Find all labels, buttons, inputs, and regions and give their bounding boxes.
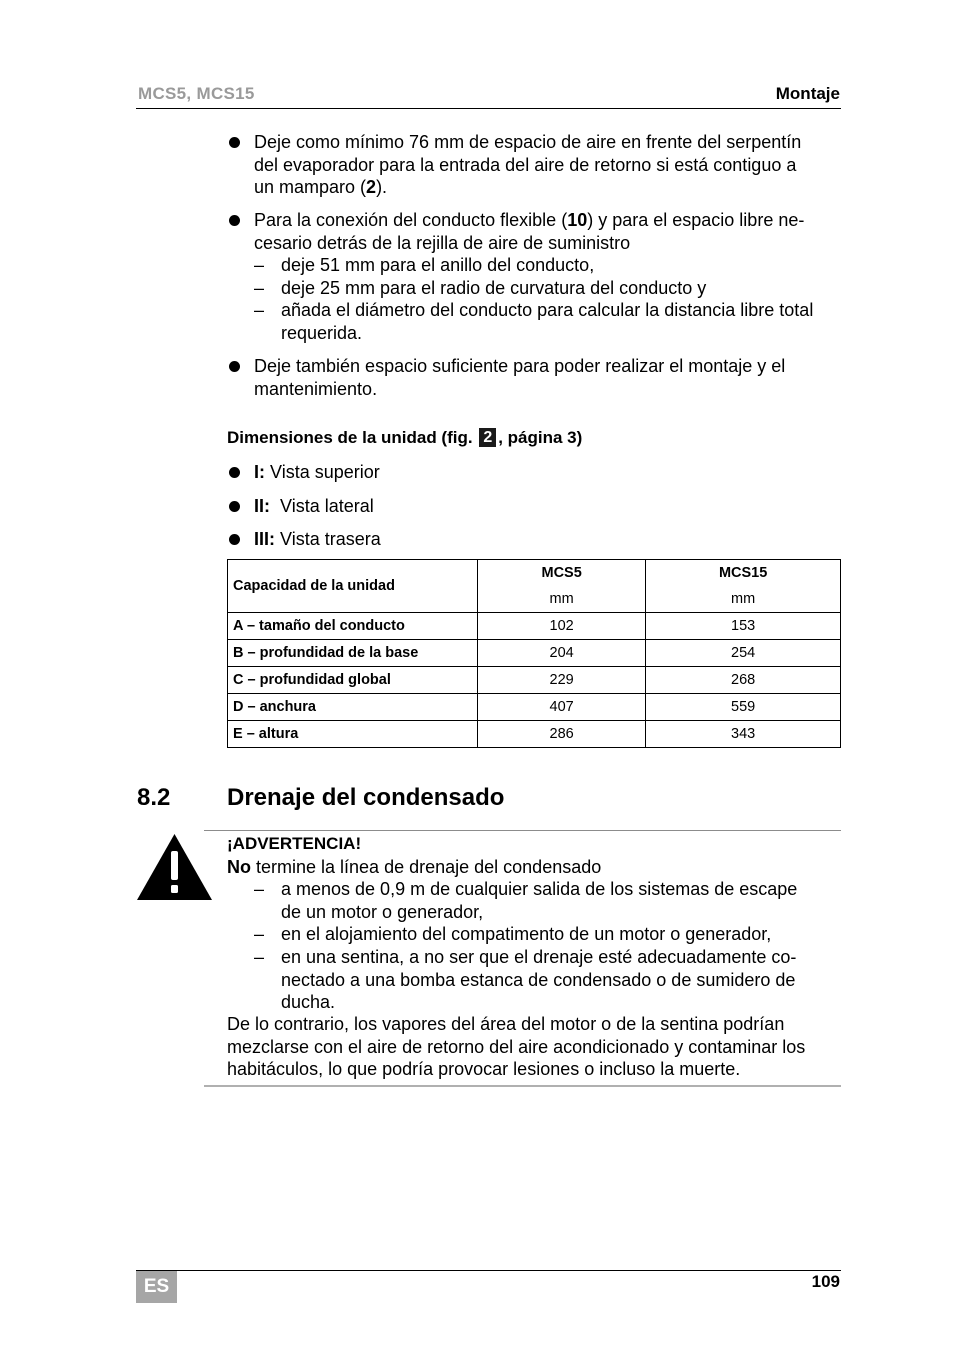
dimensions-heading-pre: Dimensiones de la unidad (fig. bbox=[227, 428, 478, 447]
dash-icon: – bbox=[254, 879, 265, 899]
dash-icon: – bbox=[254, 924, 265, 944]
table-cell-mcs15: 343 bbox=[646, 721, 841, 748]
view-item-rear bbox=[254, 528, 381, 551]
dash-icon: – bbox=[254, 255, 265, 275]
table-row-label: D – anchura bbox=[228, 694, 478, 721]
view-label: Vista superior bbox=[270, 462, 380, 482]
bullet-2-line-1-pre: Para la conexión del conducto flexible ( bbox=[254, 210, 568, 230]
bullet-2-line-2: cesario detrás de la rejilla de aire de suministro bbox=[254, 232, 631, 253]
table-cell-mcs5: 229 bbox=[478, 667, 646, 694]
warning-closing bbox=[227, 1013, 805, 1081]
table-cell-mcs5: 102 bbox=[478, 613, 646, 640]
table-row bbox=[228, 721, 841, 748]
view-key: III: bbox=[254, 529, 275, 549]
table-row bbox=[228, 613, 841, 640]
table-row-label: A – tamaño del conducto bbox=[228, 613, 478, 640]
table-row-label: E – altura bbox=[228, 721, 478, 748]
bullet-2-text bbox=[254, 209, 804, 254]
warning-rule-bottom bbox=[204, 1085, 841, 1087]
subitem-1: deje 51 mm para el anillo del conducto, bbox=[281, 255, 595, 275]
dimensions-table bbox=[227, 559, 841, 748]
warning-closing-line-3: habitáculos, lo que podría provocar lesiones o incluso la muerte. bbox=[227, 1059, 741, 1080]
dimensions-heading bbox=[227, 427, 582, 449]
bullet-3-text bbox=[254, 355, 785, 400]
section-title: Drenaje del condensado bbox=[227, 784, 505, 811]
warning-item-3-line-2: nectado a una bomba estanca de condensado o de sumidero de bbox=[281, 969, 796, 990]
warning-rule-top bbox=[204, 830, 841, 831]
warning-closing-line-1: De lo contrario, los vapores del área del motor o de la sentina podrían bbox=[227, 1014, 785, 1034]
bullet-icon bbox=[229, 137, 240, 148]
view-key: I: bbox=[254, 462, 265, 482]
page-number: 109 bbox=[811, 1272, 840, 1291]
warning-title: ¡ADVERTENCIA! bbox=[227, 834, 362, 853]
bullet-icon bbox=[229, 467, 240, 478]
table-cell-mcs15: 559 bbox=[646, 694, 841, 721]
language-badge: ES bbox=[136, 1271, 177, 1303]
warning-intro-rest: termine la línea de drenaje del condensado bbox=[251, 857, 602, 877]
bullet-1-line-3 bbox=[254, 176, 801, 199]
table-cell-mcs5: 204 bbox=[478, 640, 646, 667]
bullet-1-line-3-pre: un mamparo ( bbox=[254, 177, 367, 198]
bullet-3-line-2: mantenimiento. bbox=[254, 378, 378, 399]
warning-item-2-line-1: en el alojamiento del compatimento de un motor o generador, bbox=[281, 924, 772, 944]
view-key: II: bbox=[254, 496, 270, 516]
table-row-label: C – profundidad global bbox=[228, 667, 478, 694]
bullet-1-line-2: del evaporador para la entrada del aire de retorno si está contiguo a bbox=[254, 154, 797, 175]
warning-triangle-icon bbox=[136, 833, 213, 901]
table-cell-mcs15: 268 bbox=[646, 667, 841, 694]
bullet-icon bbox=[229, 361, 240, 372]
subitem-3-line-2: requerida. bbox=[281, 322, 363, 343]
header-rule bbox=[136, 108, 841, 109]
dash-icon: – bbox=[254, 947, 265, 967]
table-cell-mcs5: 286 bbox=[478, 721, 646, 748]
warning-item-1 bbox=[281, 878, 797, 923]
subitem-3 bbox=[281, 299, 813, 344]
header-section: Montaje bbox=[775, 84, 840, 103]
bullet-icon bbox=[229, 215, 240, 226]
view-label: Vista trasera bbox=[280, 529, 381, 549]
header-product: MCS5, MCS15 bbox=[138, 84, 255, 103]
figure-badge: 2 bbox=[479, 428, 496, 447]
warning-item-2 bbox=[281, 923, 771, 946]
table-row bbox=[228, 667, 841, 694]
bullet-2-line-1-post: ) y para el espacio libre ne- bbox=[587, 210, 805, 230]
warning-item-1-line-2: de un motor o generador, bbox=[281, 901, 484, 922]
table-row bbox=[228, 640, 841, 667]
table-unit-mcs15: mm bbox=[646, 586, 841, 613]
warning-item-1-line-1: a menos de 0,9 m de cualquier salida de los sistemas de escape bbox=[281, 879, 798, 899]
bullet-3-line-1: Deje también espacio suficiente para poder realizar el montaje y el bbox=[254, 356, 786, 376]
view-item-top bbox=[254, 461, 380, 484]
table-row-label: B – profundidad de la base bbox=[228, 640, 478, 667]
bullet-2-ref: 10 bbox=[567, 210, 588, 230]
warning-intro bbox=[227, 856, 601, 879]
dash-icon: – bbox=[254, 278, 265, 298]
table-header-mcs5: MCS5 bbox=[478, 560, 646, 587]
subitem-3-line-1: añada el diámetro del conducto para calcular la distancia libre total bbox=[281, 300, 814, 320]
warning-item-3-line-1: en una sentina, a no ser que el drenaje esté adecuadamente co- bbox=[281, 947, 797, 967]
section-number: 8.2 bbox=[137, 784, 171, 811]
warning-item-3-line-3: ducha. bbox=[281, 992, 336, 1013]
dimensions-heading-post: , página 3) bbox=[498, 428, 583, 447]
table-header-mcs15: MCS15 bbox=[646, 560, 841, 587]
table-unit-mcs5: mm bbox=[478, 586, 646, 613]
bullet-icon bbox=[229, 534, 240, 545]
bullet-1-line-3-post: ). bbox=[376, 177, 388, 198]
bullet-2-line-1 bbox=[254, 209, 804, 232]
bullet-icon bbox=[229, 501, 240, 512]
view-label: Vista lateral bbox=[280, 496, 374, 516]
footer-rule bbox=[136, 1270, 841, 1271]
subitem-2: deje 25 mm para el radio de curvatura del conducto y bbox=[281, 278, 707, 298]
dash-icon: – bbox=[254, 300, 265, 320]
bullet-1-text bbox=[254, 131, 801, 199]
warning-item-3 bbox=[281, 946, 796, 1014]
table-cell-mcs5: 407 bbox=[478, 694, 646, 721]
table-cell-mcs15: 153 bbox=[646, 613, 841, 640]
warning-intro-bold: No bbox=[227, 857, 251, 877]
table-cell-mcs15: 254 bbox=[646, 640, 841, 667]
bullet-1-ref: 2 bbox=[366, 177, 377, 198]
view-item-side bbox=[254, 495, 374, 518]
table-row bbox=[228, 694, 841, 721]
table-header-label: Capacidad de la unidad bbox=[228, 560, 478, 613]
warning-closing-line-2: mezclarse con el aire de retorno del aire acondicionado y contaminar los bbox=[227, 1036, 806, 1057]
bullet-1-line-1: Deje como mínimo 76 mm de espacio de aire en frente del serpentín bbox=[254, 132, 802, 152]
